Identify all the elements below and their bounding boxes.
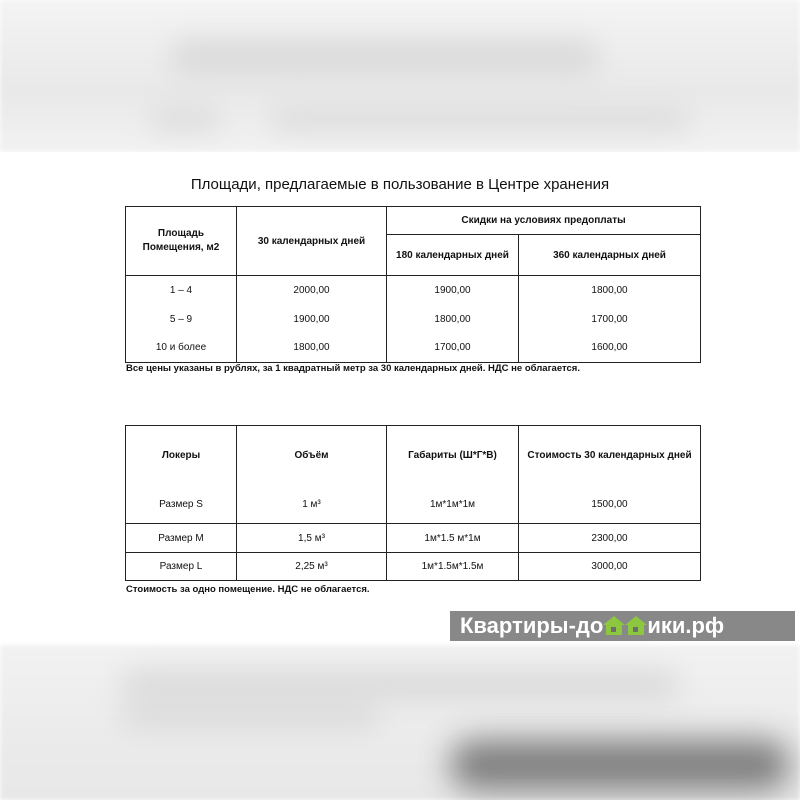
cell-30: 1800,00 xyxy=(237,334,387,363)
cell-30: 2000,00 xyxy=(237,276,387,305)
table-row xyxy=(126,276,701,305)
blurred-text-bottom-2 xyxy=(120,705,380,727)
blurred-text-top xyxy=(170,40,600,74)
cell-dimensions: 1м*1.5м*1.5м xyxy=(387,553,519,581)
blurred-dark-bar xyxy=(450,740,790,790)
cell-volume: 1,5 м³ xyxy=(237,524,387,553)
blurred-text-bottom xyxy=(120,670,680,700)
cell-area: 1 – 4 xyxy=(126,276,237,305)
header-locker: Локеры xyxy=(126,426,237,486)
header-360-days: 360 календарных дней xyxy=(519,235,701,276)
cell-360: 1600,00 xyxy=(519,334,701,363)
cell-cost: 2300,00 xyxy=(519,524,701,553)
cell-area: 10 и более xyxy=(126,334,237,363)
page-title: Площади, предлагаемые в пользование в Центре хранения xyxy=(190,176,610,193)
header-area: Площадь Помещения, м2 xyxy=(126,207,237,276)
cell-locker: Размер S xyxy=(126,486,237,524)
cell-360: 1700,00 xyxy=(519,305,701,334)
table-row xyxy=(126,305,701,334)
table-row xyxy=(126,486,701,524)
blurred-text-top-right xyxy=(270,110,690,130)
cell-locker: Размер L xyxy=(126,553,237,581)
cell-volume: 2,25 м³ xyxy=(237,553,387,581)
locker-table xyxy=(125,425,701,581)
table-row xyxy=(126,334,701,363)
cell-180: 1800,00 xyxy=(387,305,519,334)
cell-volume: 1 м³ xyxy=(237,486,387,524)
blurred-text-top-left xyxy=(150,110,220,130)
houses-icon xyxy=(603,614,647,636)
cell-cost: 1500,00 xyxy=(519,486,701,524)
cell-360: 1800,00 xyxy=(519,276,701,305)
cell-30: 1900,00 xyxy=(237,305,387,334)
cell-dimensions: 1м*1.5 м*1м xyxy=(387,524,519,553)
cell-180: 1900,00 xyxy=(387,276,519,305)
header-discount: Скидки на условиях предоплаты xyxy=(387,207,701,235)
table-row xyxy=(126,553,701,581)
header-dimensions: Габариты (Ш*Г*В) xyxy=(387,426,519,486)
locker-note: Стоимость за одно помещение. НДС не облагается. xyxy=(126,584,370,595)
cell-area: 5 – 9 xyxy=(126,305,237,334)
site-watermark xyxy=(450,611,795,641)
header-volume: Объём xyxy=(237,426,387,486)
header-30-days: 30 календарных дней xyxy=(237,207,387,276)
cell-locker: Размер M xyxy=(126,524,237,553)
header-cost: Стоимость 30 календарных дней xyxy=(519,426,701,486)
watermark-text-start: Квартиры-до xyxy=(460,613,604,638)
header-180-days: 180 календарных дней xyxy=(387,235,519,276)
watermark-text-end: ики.рф xyxy=(647,613,725,638)
cell-180: 1700,00 xyxy=(387,334,519,363)
table-row xyxy=(126,524,701,553)
price-note: Все цены указаны в рублях, за 1 квадратный метр за 30 календарных дней. НДС не облагается. xyxy=(126,363,580,374)
area-price-table xyxy=(125,206,701,363)
cell-cost: 3000,00 xyxy=(519,553,701,581)
cell-dimensions: 1м*1м*1м xyxy=(387,486,519,524)
